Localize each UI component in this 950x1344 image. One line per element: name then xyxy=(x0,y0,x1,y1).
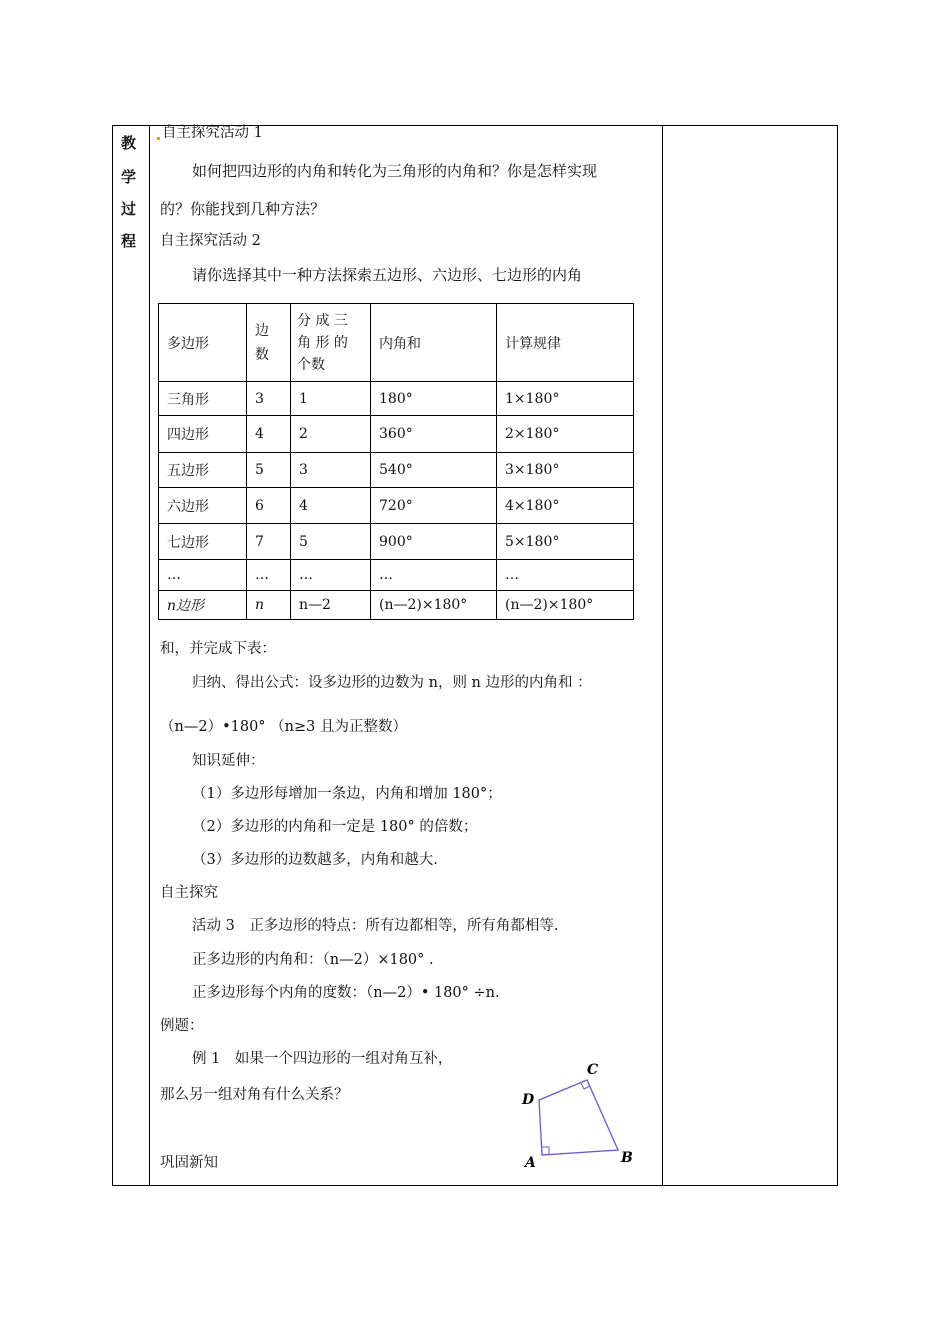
cell: 四边形 xyxy=(159,416,247,453)
cell: 4 xyxy=(291,488,371,524)
extension-item-2: （2）多边形的内角和一定是 180° 的倍数； xyxy=(192,819,478,835)
label-c: C xyxy=(587,1062,599,1078)
after-table-text: 和，并完成下表： xyxy=(160,641,276,657)
consolidate-title: 巩固新知 xyxy=(160,1155,218,1171)
table-row xyxy=(159,416,634,453)
cell: 360° xyxy=(371,416,497,453)
cell: 720° xyxy=(371,488,497,524)
header-triangles-line2: 角 形 的 xyxy=(297,334,348,351)
regular-each-text: 正多边形每个内角的度数：（n—2）• 180° ÷n. xyxy=(192,985,500,1001)
cell: … xyxy=(497,560,634,591)
table-row xyxy=(159,591,634,620)
side-char-3: 过 xyxy=(121,200,137,218)
cell: … xyxy=(247,560,291,591)
example1-line1: 例 1 如果一个四边形的一组对角互补， xyxy=(192,1051,453,1067)
cell: 900° xyxy=(371,524,497,560)
header-triangles-line3: 个数 xyxy=(297,356,325,373)
activity1-title: 自主探究活动 1 xyxy=(162,125,263,141)
table-row xyxy=(159,382,634,416)
table-header-row xyxy=(159,304,634,382)
quadrilateral-figure xyxy=(515,1058,645,1176)
extension-title: 知识延伸： xyxy=(192,753,265,769)
header-polygon: 多边形 xyxy=(159,304,247,382)
cell: 5 xyxy=(247,453,291,488)
cell: … xyxy=(159,560,247,591)
side-char-1: 教 xyxy=(121,134,137,152)
header-sides-line1: 边 xyxy=(255,322,269,339)
example1-line2: 那么另一组对角有什么关系？ xyxy=(160,1087,349,1103)
polygon-table xyxy=(158,303,634,620)
cell: 2×180° xyxy=(497,416,634,453)
conclusion-line1: 归纳、得出公式：设多边形的边数为 n，则 n 边形的内角和 ： xyxy=(192,675,592,691)
extension-item-3: （3）多边形的边数越多，内角和越大. xyxy=(192,852,438,868)
quadrilateral-shape xyxy=(539,1080,618,1155)
activity2-title: 自主探究活动 2 xyxy=(160,233,261,249)
cell: 7 xyxy=(247,524,291,560)
header-sides xyxy=(247,304,291,382)
header-angle-sum: 内角和 xyxy=(371,304,497,382)
label-b: B xyxy=(621,1150,633,1166)
cell: 2 xyxy=(291,416,371,453)
cell: (n—2)×180° xyxy=(497,591,634,620)
cell: 3 xyxy=(291,453,371,488)
extension-item-1: （1）多边形每增加一条边，内角和增加 180°； xyxy=(192,786,502,802)
cell: 3×180° xyxy=(497,453,634,488)
cell: 3 xyxy=(247,382,291,416)
cell: 1 xyxy=(291,382,371,416)
side-char-4: 程 xyxy=(121,232,137,250)
header-triangles xyxy=(291,304,371,382)
cell: 4×180° xyxy=(497,488,634,524)
header-rule: 计算规律 xyxy=(497,304,634,382)
cell: 5×180° xyxy=(497,524,634,560)
explore-title: 自主探究 xyxy=(160,885,218,901)
cell: n—2 xyxy=(291,591,371,620)
conclusion-line2: （n—2）•180° （n≥3 且为正整数） xyxy=(160,719,407,735)
activity1-question-line1: 如何把四边形的内角和转化为三角形的内角和？你是怎样实现 xyxy=(192,162,598,180)
cell: 540° xyxy=(371,453,497,488)
cell: 5 xyxy=(291,524,371,560)
cell: 1×180° xyxy=(497,382,634,416)
header-sides-line2: 数 xyxy=(255,346,269,363)
cell: 三角形 xyxy=(159,382,247,416)
activity1-question-line2: 的？你能找到几种方法？ xyxy=(160,200,326,218)
table-row xyxy=(159,453,634,488)
activity2-text: 请你选择其中一种方法探索五边形、六边形、七边形的内角 xyxy=(192,266,583,284)
side-char-2: 学 xyxy=(121,168,137,186)
cell: … xyxy=(371,560,497,591)
cell: 五边形 xyxy=(159,453,247,488)
activity3-text: 活动 3 正多边形的特点：所有边都相等，所有角都相等. xyxy=(192,918,559,934)
cell: 七边形 xyxy=(159,524,247,560)
label-d: D xyxy=(522,1092,535,1108)
cell: 6 xyxy=(247,488,291,524)
cell: n xyxy=(247,591,291,620)
example-title: 例题： xyxy=(160,1018,204,1034)
edit-mark xyxy=(157,137,160,140)
cell: n边形 xyxy=(159,591,247,620)
header-triangles-line1: 分 成 三 xyxy=(297,312,348,329)
table-row xyxy=(159,560,634,591)
right-divider xyxy=(662,126,663,1185)
cell: 六边形 xyxy=(159,488,247,524)
regular-sum-text: 正多边形的内角和：（n—2）×180° . xyxy=(192,952,434,968)
table-row xyxy=(159,488,634,524)
table-row xyxy=(159,524,634,560)
cell: … xyxy=(291,560,371,591)
side-column xyxy=(113,126,150,1185)
label-a: A xyxy=(525,1155,536,1171)
cell: 180° xyxy=(371,382,497,416)
right-angle-mark-a xyxy=(542,1147,549,1154)
cell: (n—2)×180° xyxy=(371,591,497,620)
cell: 4 xyxy=(247,416,291,453)
